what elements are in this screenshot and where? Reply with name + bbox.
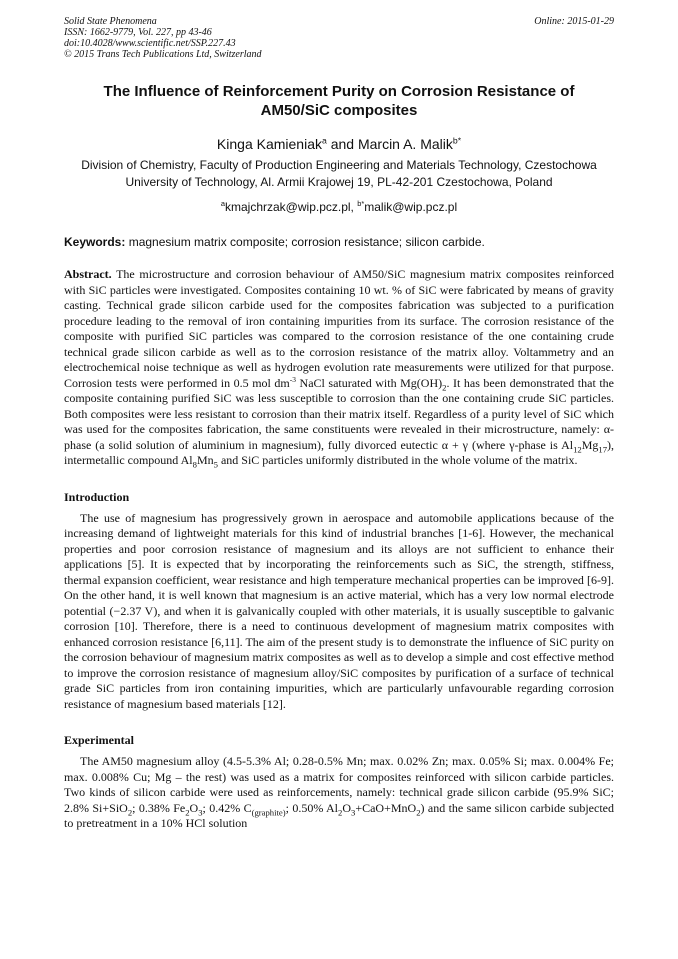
experimental-subscript: 3: [351, 806, 356, 817]
experimental-paragraph: [64, 754, 614, 832]
abstract-text: . It has been demonstrated that the composite containing purified SiC was less susceptible to corrosion than the one containing crude SiC particles. Both composites were less resistant to corrosion than their matrix itself. Regardless of a purity level of SiC which was used for the composites fabrication, the same constituents were revealed in their microstructure, namely: α-phase (a solid solution of aluminium in magnesium), fully divorced eutectic α + γ (where γ-phase is Al: [64, 375, 614, 452]
journal-copyright: © 2015 Trans Tech Publications Ltd, Switzerland: [64, 49, 262, 60]
experimental-text: ; 0.42% C: [202, 800, 252, 815]
experimental-text: +CaO+MnO: [355, 800, 417, 815]
introduction-paragraph: The use of magnesium has progressively grown in aerospace and automobile applications because of the increasing demand of lightweight materials for this kind of industrial branches [1-6]. However, the mechanical properties and poor corrosion resistance of magnesium and its alloys are not sufficient to enhance their applications [5]. It is expected that by incorporating the reinforcements such as SiC, the strength, stiffness, thermal expansion coefficient, wear resistance and high temperature mechanical properties can be improved [6-9]. On the other hand, it is well known that magnesium is an active material, which has a very low normal electrode potential (−2.37 V), and when it is galvanically coupled with other materials, it is usually susceptible to galvanic corrosion [10]. Therefore, there is a need to continuous development of magnesium matrix composites with enhanced corrosion resistance [6,11]. The aim of the present study is to demonstrate the influence of SiC purity on the corrosion behaviour of magnesium matrix composites as well as to develop a simple and cost effective method to improve the corrosion resistance of magnesium alloy/SiC composites by purification of a surface of technical grade SiC particles from iron containing impurities, which are particularly unfavourable regarding corrosion resistance of magnesium based materials [12].: [64, 510, 614, 711]
experimental-text: O: [189, 800, 199, 815]
author-name: Marcin A. Malik: [357, 136, 453, 152]
author-list: [64, 135, 614, 153]
experimental-heading: Experimental: [64, 733, 134, 747]
author-name: Kinga Kamieniak: [216, 136, 322, 152]
email-link[interactable]: kmajchrzak@wip.pcz.pl,: [225, 200, 358, 214]
keywords-text: magnesium matrix composite; corrosion resistance; silicon carbide.: [125, 235, 485, 249]
title-line-2: AM50/SiC composites: [260, 102, 418, 119]
experimental-subscript: 2: [127, 806, 133, 817]
abstract-text: ), intermetallic compound Al: [64, 437, 614, 467]
keywords-label: Keywords:: [64, 235, 126, 249]
author-conjunction: and: [326, 136, 358, 152]
journal-doi[interactable]: doi:10.4028/www.scientific.net/SSP.227.43: [64, 38, 236, 49]
abstract-subscript: 17: [598, 443, 607, 454]
abstract-text: The microstructure and corrosion behaviour of AM50/SiC magnesium matrix composites reinforced with SiC particles were investigated. Composites containing 10 wt. % of SiC were fabricated by means of gravity casting. Technical grade silicon carbide used for the composites fabrication was subjected to a purification procedure leading to the removal of iron containing impurities from its surface. The corrosion resistance of the composite with purified SiC particles was compared to the corrosion resistance of the one containing crude technical grade silicon carbide as well as to the corrosion resistance of the matrix alloy. Voltammetry and an electrochemical noise technique as well as hydrogen evolution rate measurements were utilized for that purpose. Corrosion tests were performed in 0.5 mol dm: [64, 267, 614, 390]
experimental-text: ; 0.50% Al: [285, 800, 339, 815]
experimental-subscript: 2: [338, 806, 343, 817]
experimental-text: The AM50 magnesium alloy (4.5-5.3% Al; 0.28-0.5% Mn; max. 0.02% Zn; max. 0.05% Si; max. 0.004% Fe; max. 0.008% Cu; Mg – the rest) was used as a matrix for composites reinforced with silicon carbide particles. Two kinds of silicon carbide were used as reinforcements, namely: technical grade silicon carbide (95.9% SiC; 2.8% Si+SiO: [64, 754, 614, 815]
journal-issn: ISSN: 1662-9779, Vol. 227, pp 43-46: [64, 27, 212, 38]
abstract-label: Abstract.: [64, 267, 112, 281]
affiliation-line-2: University of Technology, Al. Armii Krajowej 19, PL-42-201 Czestochowa, Poland: [125, 175, 553, 189]
author-emails: [64, 199, 614, 215]
email-link[interactable]: malik@wip.pcz.pl: [364, 200, 458, 214]
affiliation-line-1: Division of Chemistry, Faculty of Production Engineering and Materials Technology, Czestochowa: [81, 158, 597, 172]
experimental-text: ) and the same silicon carbide subjected to pretreatment in a 10% HCl solution: [64, 800, 614, 830]
affiliation: [64, 157, 614, 191]
abstract-subscript: 8: [192, 459, 197, 470]
experimental-subscript: 2: [416, 806, 421, 817]
experimental-text: ; 0.38% Fe: [132, 800, 186, 815]
abstract-text: NaCl saturated with Mg(OH): [295, 375, 443, 390]
keywords: [64, 234, 614, 250]
paper-title: [64, 82, 614, 120]
experimental-subscript: 2: [185, 806, 190, 817]
experimental-text: O: [342, 800, 352, 815]
abstract-text: Mn: [196, 453, 214, 467]
abstract: [64, 267, 614, 469]
author-superscript: a: [321, 135, 327, 146]
email-superscript: a: [220, 199, 225, 208]
email-superscript: b*: [357, 199, 365, 208]
journal-info: [64, 16, 262, 60]
abstract-subscript: 2: [442, 381, 447, 392]
experimental-subscript: 3: [198, 806, 203, 817]
journal-name: Solid State Phenomena: [64, 16, 157, 27]
abstract-text: and SiC particles uniformly distributed in the whole volume of the matrix.: [217, 453, 578, 467]
abstract-subscript: 12: [573, 443, 582, 454]
abstract-subscript: 5: [213, 459, 218, 470]
abstract-text: Mg: [581, 437, 599, 452]
experimental-subscript: (graphite): [251, 806, 286, 817]
abstract-superscript: -3: [289, 374, 296, 384]
title-line-1: The Influence of Reinforcement Purity on Corrosion Resistance of: [103, 83, 575, 100]
author-superscript: b*: [452, 135, 462, 146]
online-date: Online: 2015-01-29: [534, 16, 614, 27]
introduction-heading: Introduction: [64, 489, 130, 504]
journal-header: [64, 16, 614, 60]
